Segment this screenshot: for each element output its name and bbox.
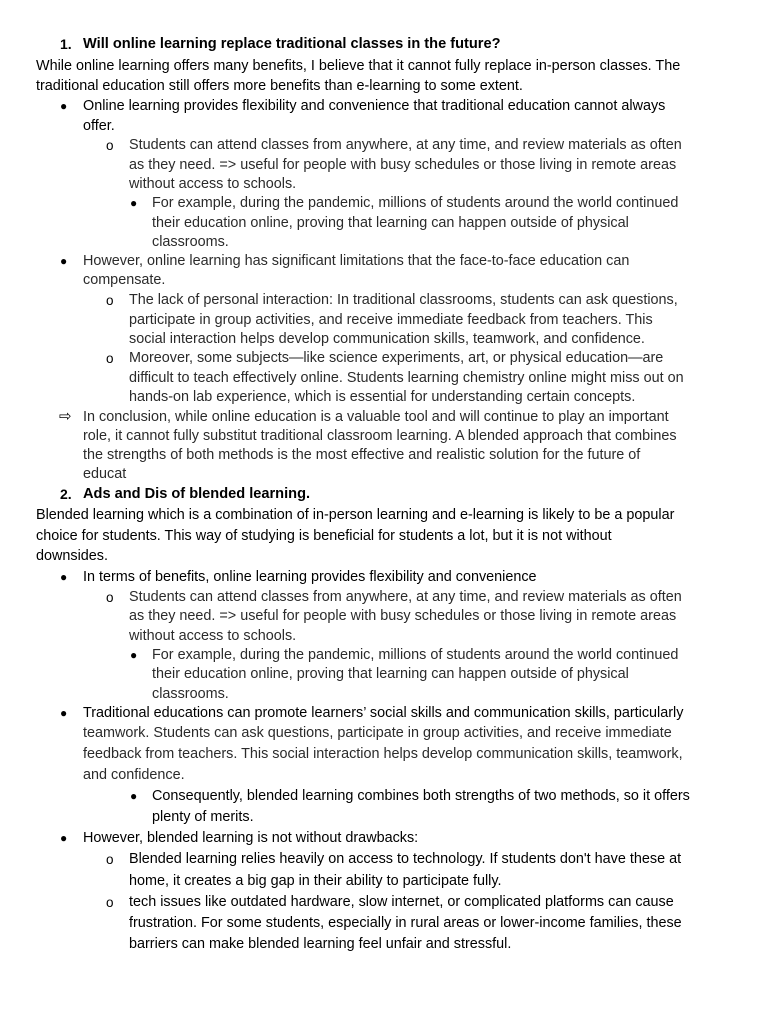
- bullet-text: compensate.: [83, 272, 166, 288]
- sub-bullet-circle-icon: o: [106, 895, 114, 910]
- section-1-intro-line: While online learning offers many benefits, I believe that it cannot fully replace in-person classes. The: [36, 58, 681, 74]
- section-2-title: Ads and Dis of blended learning.: [83, 486, 311, 502]
- sub-sub-bullet-text: Consequently, blended learning combines both strengths of two methods, so it offers: [152, 788, 690, 804]
- sub-sub-bullet-text: For example, during the pandemic, millions of students around the world continued: [152, 195, 679, 211]
- sub-sub-bullet-text: their education online, proving that learning can happen outside of physical: [152, 666, 629, 682]
- sub-bullet-text: participate in group activities, and receive immediate feedback from teachers. This: [129, 312, 653, 328]
- sub-bullet-text: as they need. => useful for people with busy schedules or those living in remote areas: [129, 157, 677, 173]
- bullet-dot-icon: ●: [130, 789, 138, 803]
- bullet-dot-icon: ●: [60, 831, 68, 845]
- conclusion-text: role, it cannot fully substitut traditional classroom learning. A blended approach that combines: [83, 428, 677, 444]
- sub-bullet-text: Students can attend classes from anywhere, at any time, and review materials as often: [129, 589, 682, 605]
- bullet-text: However, blended learning is not without drawbacks:: [83, 830, 419, 846]
- sub-sub-bullet-text: plenty of merits.: [152, 809, 254, 825]
- sub-bullet-text: The lack of personal interaction: In traditional classrooms, students can ask questions,: [129, 292, 678, 308]
- sub-bullet-text: barriers can make blended learning feel unfair and stressful.: [129, 936, 512, 952]
- section-2-intro-line: Blended learning which is a combination of in-person learning and e-learning is likely to be a popular: [36, 507, 675, 523]
- conclusion-text: educat: [83, 466, 127, 482]
- bullet-dot-icon: ●: [130, 196, 138, 210]
- sub-sub-bullet-text: classrooms.: [152, 686, 229, 702]
- bullet-text: In terms of benefits, online learning provides flexibility and convenience: [83, 569, 537, 585]
- sub-bullet-circle-icon: o: [106, 590, 114, 605]
- sub-bullet-text: Blended learning relies heavily on access to technology. If students don't have these at: [129, 851, 682, 867]
- section-2-intro-line: downsides.: [36, 548, 108, 564]
- bullet-dot-icon: ●: [60, 99, 68, 113]
- bullet-dot-icon: ●: [60, 570, 68, 584]
- bullet-text: However, online learning has significant limitations that the face-to-face education can: [83, 253, 630, 269]
- sub-sub-bullet-text: their education online, proving that learning can happen outside of physical: [152, 215, 629, 231]
- sub-bullet-text: home, it creates a big gap in their ability to participate fully.: [129, 873, 502, 889]
- bullet-text: teamwork. Students can ask questions, participate in group activities, and receive immediate: [83, 725, 672, 741]
- sub-sub-bullet-text: classrooms.: [152, 234, 229, 250]
- sub-bullet-text: social interaction helps develop communication skills, teamwork, and confidence.: [129, 331, 645, 347]
- bullet-text: offer.: [83, 118, 115, 134]
- sub-bullet-text: frustration. For some students, especially in rural areas or lower-income families, these: [129, 915, 682, 931]
- section-1-title: Will online learning replace traditional classes in the future?: [83, 36, 501, 52]
- sub-bullet-text: as they need. => useful for people with busy schedules or those living in remote areas: [129, 608, 677, 624]
- sub-bullet-circle-icon: o: [106, 852, 114, 867]
- sub-bullet-text: difficult to teach effectively online. Students learning chemistry online might miss out on: [129, 370, 684, 386]
- sub-bullet-circle-icon: o: [106, 351, 114, 366]
- section-1-number: 1.: [60, 36, 72, 52]
- sub-bullet-text: without access to schools.: [129, 628, 297, 644]
- bullet-dot-icon: ●: [60, 254, 68, 268]
- bullet-text: Online learning provides flexibility and convenience that traditional education cannot always: [83, 98, 666, 114]
- bullet-text: and confidence.: [83, 767, 185, 783]
- bullet-text: feedback from teachers. This social interaction helps develop communication skills, teamwork,: [83, 746, 683, 762]
- sub-sub-bullet-text: For example, during the pandemic, millions of students around the world continued: [152, 647, 679, 663]
- conclusion-text: In conclusion, while online education is a valuable tool and will continue to play an important: [83, 409, 669, 425]
- sub-bullet-circle-icon: o: [106, 293, 114, 308]
- sub-bullet-text: Students can attend classes from anywhere, at any time, and review materials as often: [129, 137, 682, 153]
- section-2-number: 2.: [60, 486, 72, 502]
- bullet-dot-icon: ●: [60, 706, 68, 720]
- sub-bullet-circle-icon: o: [106, 138, 114, 153]
- sub-bullet-text: without access to schools.: [129, 176, 297, 192]
- section-2-intro-line: choice for students. This way of studying is beneficial for students a lot, but it is not without: [36, 528, 612, 544]
- sub-bullet-text: hands-on lab experience, which is essential for understanding certain concepts.: [129, 389, 636, 405]
- bullet-text: Traditional educations can promote learners’ social skills and communication skills, particularly: [83, 705, 684, 721]
- bullet-dot-icon: ●: [130, 648, 138, 662]
- section-1-intro-line: traditional education still offers more benefits than e-learning to some extent.: [36, 78, 523, 94]
- sub-bullet-text: tech issues like outdated hardware, slow internet, or complicated platforms can cause: [129, 894, 674, 910]
- conclusion-text: the strengths of both methods is the most effective and realistic solution for the future of: [83, 447, 641, 463]
- arrow-right-icon: ⇨: [59, 408, 72, 425]
- sub-bullet-text: Moreover, some subjects—like science experiments, art, or physical education—are: [129, 350, 664, 366]
